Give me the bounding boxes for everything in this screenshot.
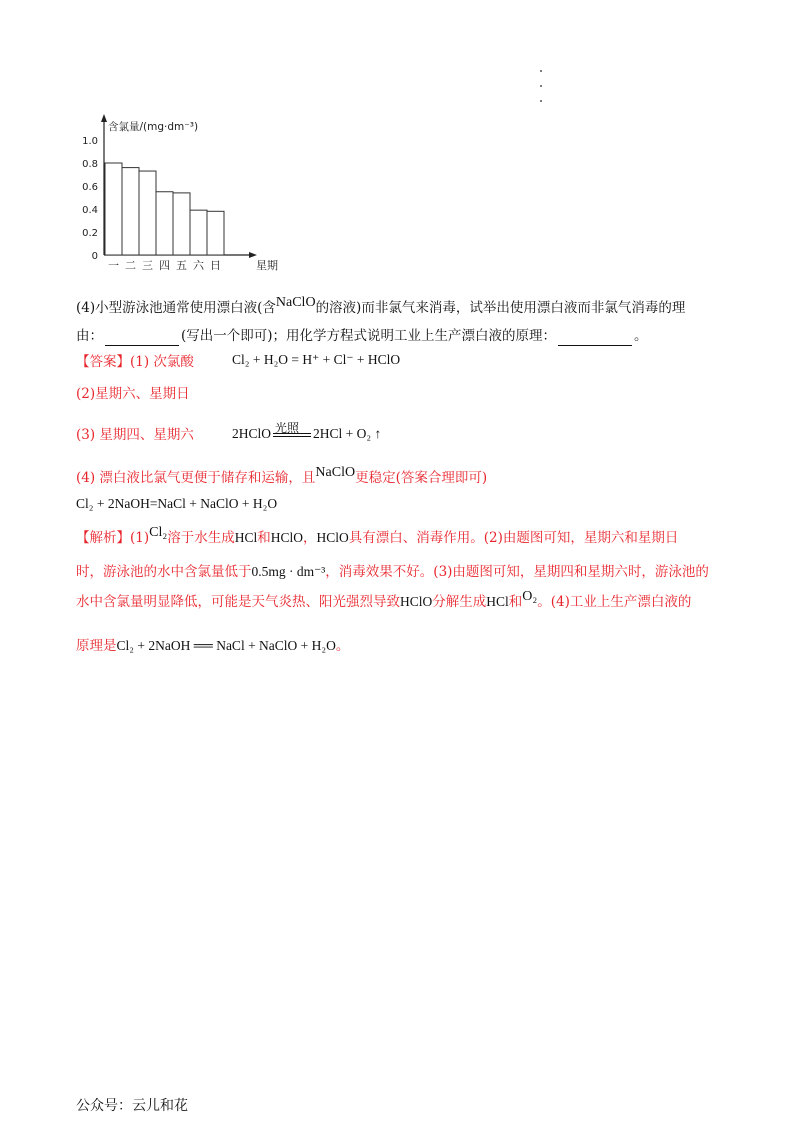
analysis-line-1: 【解析】(1)Cl₂溶于水生成HCl和HClO，HClO具有漂白、消毒作用。(2)由题图可知，星期六和星期日: [76, 525, 679, 546]
footer-text: 公众号：云儿和花: [76, 1098, 188, 1114]
answer-blank-1: [105, 331, 179, 346]
reaction-condition: 光照: [275, 421, 300, 435]
analysis-line-4: 原理是Cl₂ + 2NaOH ══ NaCl + NaClO + H₂O。: [76, 638, 350, 654]
question-4-line-2: 由： (写出一个即可)；用化学方程式说明工业上生产漂白液的原理： 。: [76, 328, 648, 344]
analysis-line-3: 水中含氯量明显降低，可能是天气炎热、阳光强烈导致HClO分解生成HCl和O₂。(4)工业上生产漂白液的: [76, 589, 692, 610]
bar: [190, 210, 207, 255]
chlorine-content-bar-chart: [68, 110, 288, 275]
bar: [173, 193, 190, 255]
decorative-dots: [540, 70, 544, 115]
answer-line-3: (3) 星期四、星期六: [76, 427, 194, 443]
x-tick-label: 三: [142, 259, 153, 272]
x-axis-arrow: [249, 252, 257, 258]
answer-line-2: (2)星期六、星期日: [76, 386, 190, 402]
x-tick-label: 一: [108, 259, 119, 272]
x-tick-label: 日: [210, 259, 221, 272]
equals-sign: [273, 433, 311, 437]
y-tick-label: 1.0: [82, 136, 98, 147]
question-4-line-1: (4)小型游泳池通常使用漂白液(含NaClO的溶液)而非氯气来消毒，试举出使用漂白液而非氯气消毒的理: [76, 295, 686, 316]
y-tick-label: 0.6: [82, 182, 98, 193]
answer-formula-1: Cl₂ + H₂O = H⁺ + Cl⁻ + HClO: [232, 352, 401, 367]
bar: [122, 168, 139, 255]
naclo-formula: NaClO: [275, 295, 316, 310]
y-tick-label: 0.8: [82, 159, 98, 170]
bar: [105, 163, 122, 255]
answer-formula-4: Cl₂ + 2NaOH=NaCl + NaClO + H₂O: [76, 496, 278, 511]
naclo-formula-answer: NaClO: [315, 465, 356, 480]
y-axis-arrow: [101, 114, 107, 122]
x-axis-label: 星期: [256, 259, 278, 272]
y-tick-label: 0: [91, 251, 98, 262]
y-axis-label: 含氯量/(mg·dm⁻³): [108, 121, 199, 133]
bar: [139, 171, 156, 255]
y-tick-label: 0.4: [82, 205, 98, 216]
answer-blank-2: [558, 331, 632, 346]
answer-line-4: (4) 漂白液比氯气更便于储存和运输，且NaClO更稳定(答案合理即可): [76, 465, 488, 486]
x-tick-label: 六: [193, 259, 204, 272]
answer-line-1: 【答案】(1) 次氯酸: [76, 354, 194, 370]
bar: [156, 192, 173, 255]
y-tick-label: 0.2: [82, 228, 98, 239]
x-tick-label: 五: [176, 259, 187, 272]
answer-formula-3: 2HClO 2HCl + O₂ ↑: [232, 426, 382, 441]
x-tick-label: 四: [159, 259, 170, 272]
analysis-line-2: 时，游泳池的水中含氯量低于0.5mg · dm⁻³，消毒效果不好。(3)由题图可知，星期四和星期六时，游泳池的: [76, 564, 709, 580]
bar: [207, 211, 224, 255]
x-tick-label: 二: [125, 259, 136, 272]
